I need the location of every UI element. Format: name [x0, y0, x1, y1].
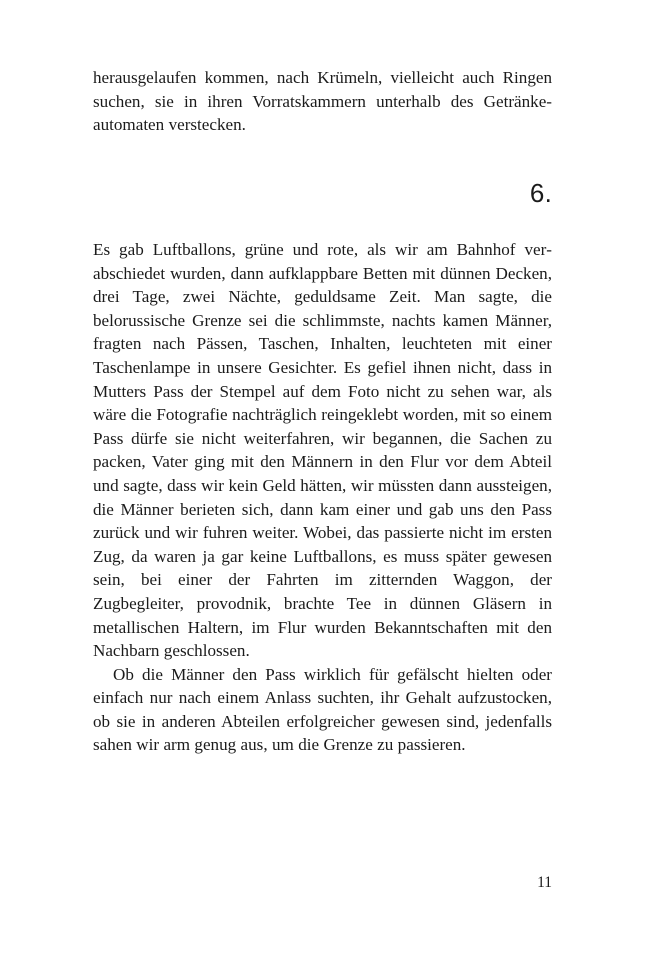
- continued-paragraph-block: [93, 66, 552, 137]
- continued-paragraph: herausgelaufen kommen, nach Krümeln, vielleicht auch Ringen suchen, sie in ihren Vorratskammern unterhalb des Getränkeautomaten verstecken.: [93, 68, 552, 135]
- body-paragraph-2: Ob die Männer den Pass wirklich für gefälscht hielten oder einfach nur nach einem Anlass suchten, ihr Gehalt aufzustocken, ob sie in anderen Abteilen erfolgreicher gewesen sind, jedenfalls sahen wir arm genug aus, um die Grenze zu passieren.: [93, 664, 552, 755]
- body-text-block: [93, 238, 552, 757]
- body-paragraph-1: Es gab Luftballons, grüne und rote, als wir am Bahnhof verabschiedet wurden, dann aufklappbare Betten mit dünnen Decken, drei Tage, zwei Nächte, geduldsame Zeit. Man sagte, die belorussische Grenze sei die schlimmste, nachts kamen Männer, fragten nach Pässen, Taschen, Inhalten, leuchteten mit einer Taschenlampe in unsere Gesichter. Es gefiel ihnen nicht, dass in Mutters Pass der Stempel auf dem Foto nicht zu sehen war, als wäre die Fotografie nachträglich reingeklebt worden, mit so einem Pass dürfe sie nicht weiterfahren, wir begannen, die Sachen zu packen, Vater ging mit den Männern in den Flur vor dem Abteil und sagte, dass wir kein Geld hätten, wir müssten dann aussteigen, die Männer berieten sich, dann kam einer und gab uns den Pass zurück und wir fuhren weiter. Wobei, das passierte nicht im ersten Zug, da waren ja gar keine Luftballons, es muss später gewesen sein, bei einer der Fahrten im zitternden Waggon, der Zugbegleiter, provodnik, brachte Tee in dünnen Gläsern in metallischen Haltern, im Flur wurden Bekanntschaften mit den Nachbarn geschlossen.: [93, 240, 552, 661]
- page-number: 11: [537, 874, 552, 891]
- chapter-number-heading: 6.: [529, 178, 552, 208]
